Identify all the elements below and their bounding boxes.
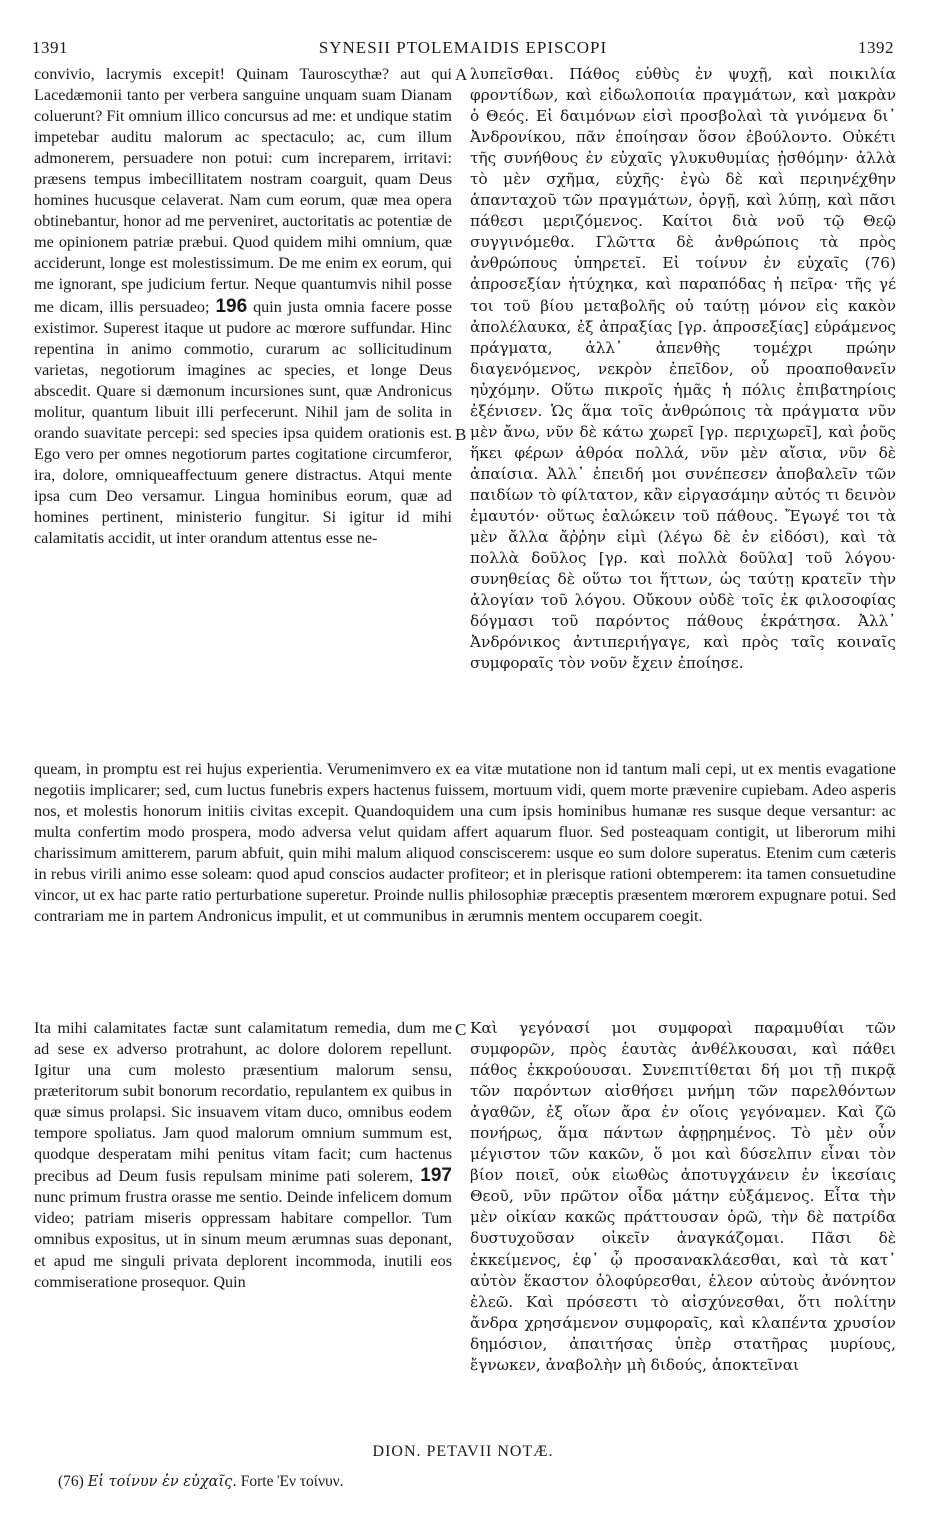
margin-letter-b: B	[455, 425, 467, 444]
latin-column-top	[34, 64, 452, 549]
footnote-ref: (76)	[58, 1473, 84, 1490]
footnote-comment: Forte Ἐν τοίνυν.	[240, 1473, 344, 1490]
latin-bottom-part1: Ita mihi calamitates factæ sunt calamitatum remedia, dum me ad sese ex adverso protrahunt, ac dolore dolorem repellunt. Igitur una cum molesto præsentium malorum sensu, præteritorum subit bonorum recordatio, repulantem ex quibus in quæ simus prolapsi. Sic insuavem vitam duco, omnibus eodem tempore spoliatus. Jam quod malorum omnium summum est, quodque desperatam mihi penitus vitam facit; cum hactenus precibus ad Deum fusis repulsam minime pati solerem,	[34, 1019, 452, 1186]
page-number-left: 1391	[32, 38, 68, 57]
page-number-right: 1392	[858, 38, 894, 57]
latin-column-bottom	[34, 1018, 452, 1293]
latin-full-width: queam, in promptu est rei hujus experientia. Verumenimvero ex ea vitæ mutatione non id tantum mali cepi, ut ex mentis evagatione negotiis implicarer; sed, cum luctus funebris expers hactenus fuissem, mortuum vidi, quem morte prævenire cupiebam. Adeo asperis nos, et molestis honorum initiis civitas excepit. Quandoquidem una cum ipsis hominibus humanæ res susque deque versantur: ac multa confertim modo prospera, modo adversa velut quidam affert aquarum fluor. Sed posteaquam contigit, ut liberorum mihi charissimum amitterem, parum abfuit, quin mihi malum aliquod consciscerem: usque eo sum dolore superatus. Etenim cum cæteris in rebus virili animo esse soleam: quod apud conscios audacter profiteor; et in plerisque rationi obtemperem: ita tamen consuetudine vincor, ut ex hac parte ratio perturbatione superetur. Proinde nullis philosophiæ præceptis præsentem mœrorem expugnare potui. Sed contrariam me in partem Andronicus impulit, et ut communibus in ærumnis mentem occuparem coegit.	[34, 760, 896, 926]
running-title: SYNESII PTOLEMAIDIS EPISCOPI	[318, 38, 608, 57]
column-number-196: 196	[215, 295, 248, 317]
running-header	[30, 38, 896, 60]
latin-top-part2: quin justa omnia facere posse existimor. Superest itaque ut pudore ac mœrore suffundar. Hinc repentina in animo commotio, curarum ac sollicitudinum varietas, negotiorum imagines ac species, et longe Deus abscedit. Quare si dæmonum incursiones sunt, quæ Andronicus molitur, quantum libuit illi perfecerunt. Nihil jam de solita in orando suavitate percepi: sed species ipsa quidem orationis est. Ego vero per omnes negotiorum partes cogitatione circumferor, ira, dolore, omniqueaffectuum genere distractus. Atqui mente ipsa cum Deo versamur. Lingua hominibus eorum, quæ ad homines pertinent, ministerio fungitur. Si igitur id mihi calamitatis accidit, ut inter orandum attentus esse ne-	[34, 297, 453, 548]
footnote-76	[58, 1473, 878, 1491]
column-number-197: 197	[420, 1165, 452, 1187]
latin-top-part1: convivio, lacrymis excepit! Quinam Tauroscythæ? aut qui Lacedæmonii tanto per verbera sanguine unquam suam Dianam coluerunt? Fit omnium illico concursus ad me: et undique statim impetebar auditu malorum ac spectaculo; ac, cum illum admonerem, persuadere non potui: cum increparem, irritavi: præsens tempus imbecillitatem nostram coarguit, quam Deus homines hucusque celaverat. Nam cum eorum, quæ mea opera obtinebantur, honor ad me perveniret, auctoritatis ac potentiæ de me opinionem patriæ præbui. Quod quidem mihi omnium, quæ acciderunt, longe est molestissimum. De me enim ex eorum, qui me ignorant, spe judicium fertur. Neque quantumvis nihil posse me dicam, illis persuadeo;	[34, 65, 452, 316]
latin-bottom-part2: nunc primum frustra orasse me sentio. Deinde infelicem domum video; patriam miseris oppressam habitare compellor. Tum omnibus expositus, ut in sinum meum ærumnas suas deponant, et apud me singuli privata deplorent incommoda, inutili eos commiseratione prosequor. Quin	[34, 1188, 452, 1291]
footnote-lemma: Εἰ τοίνυν ἐν εὐχαῖς.	[87, 1474, 237, 1490]
greek-column-top: λυπεῖσθαι. Πάθος εὐθὺς ἐν ψυχῇ, καὶ ποικιλία φροντίδων, καὶ εἰδωλοποιία πραγμάτων, καὶ μακρὰν ὁ Θεός. Εἰ δαιμόνων εἰσὶ προσβολαὶ τὰ γινόμενα δι᾽ Ἀνδρονίκου, πᾶν ἐποίησαν ὅσον ἐβούλοντο. Οὐκέτι τῆς συνήθους ἐν εὐχαῖς γλυκυθυμίας ᾐσθόμην· ἀλλὰ τὸ μὲν σχῆμα, εὐχῆς· ἐγὼ δὲ καὶ περιηνέχθην ἁπανταχοῦ τῶν πραγμάτων, ὀργῇ, καὶ λύπῃ, καὶ πᾶσι πάθεσι μεριζόμενος. Καίτοι διὰ νοῦ τῷ Θεῷ συγγινόμεθα. Γλῶττα δὲ ἀνθρώποις τὰ πρὸς ἀνθρώπους ὑπηρετεῖ. Εἰ τοίνυν ἐν εὐχαῖς (76) ἀπροσεξίαν ἠτύχηκα, καὶ παραπόδας ἡ πεῖρα· τῆς γέ τοι τοῦ βίου μεταβολῆς οὐ ταύτῃ μόνον εἰς κακὸν ἀπολέλαυκα, ἐξ ἀπραξίας [γρ. ἀπροσεξίας] εὑράμενος πράγματα, ἀλλ᾽ ἀπενθὴς τομέχρι πρώην διαγενόμενος, νεκρὸν ἐπεῖδον, οὗ προαποθανεῖν ηὐχόμην. Οὕτω πικροῖς ἡμᾶς ἡ πόλις ἐπιβατηρίοις ἐξένισεν. Ὡς ἅμα τοῖς ἀνθρώποις τὰ πράγματα νῦν μὲν ἄνω, νῦν δὲ κάτω χωρεῖ [γρ. περιχωρεῖ], καὶ ῥοῦς ἥκει φέρων ἀθρόα πολλά, νῦν μὲν αἴσια, νῦν δὲ ἀπαίσια. Ἀλλ᾽ ἐπειδή μοι συνέπεσεν ἀποβαλεῖν τῶν παιδίων τὸ φίλτατον, κἂν εἰργασάμην αὐτός τι δεινὸν ἐμαυτόν· οὕτως ἑαλώκειν τοῦ πάθους. Ἔγωγέ τοι τὰ μὲν ἄλλα ἄῤῥην εἰμὶ (λέγω δὲ ἐν εἰδόσι), καὶ τὰ πολλὰ δοῦλος [γρ. καὶ πολλὰ δοῦλα] τοῦ λόγου· συνηθείας δὲ οὕτω τοι ἥττων, ὡς ταύτῃ κρατεῖν τὴν ἀλογίαν τοῦ λόγου. Οὔκουν οὐδὲ τοῖς ἐκ φιλοσοφίας δόγμασι τοῦ παρόντος πάθους ἐκράτησα. Ἀλλ᾽ Ἀνδρόνικος ἀντιπεριήγαγε, καὶ πρὸς ταῖς κοιναῖς συμφοραῖς τὸν νοῦν ἔχειν ἐποίησε.	[470, 65, 896, 673]
greek-column-bottom: Καὶ γεγόνασί μοι συμφοραὶ παραμυθίαι τῶν συμφορῶν, πρὸς ἑαυτὰς ἀνθέλκουσαι, καὶ πάθει πάθος ἐκκρούουσαι. Συνεπιτίθεται δή μοι τῇ πικρᾷ τῶν παρόντων αἰσθήσει μνήμη τῶν παρελθόντων ἀγαθῶν, ἐξ οἵων ἄρα ἐν οἵοις γεγόναμεν. Καὶ ζῶ πονήρως, ἅμα πάντων ἀφῃρημένος. Τὸ μὲν οὖν μέγιστον τῶν κακῶν, ὅ μοι καὶ δύσελπιν εἶναι τὸν βίον ποιεῖ, οὐκ εἰωθὼς ἀποτυγχάνειν ἐν ἱκεσίαις Θεοῦ, νῦν πρῶτον οἶδα μάτην εὐξάμενος. Εἶτα τὴν μὲν οἰκίαν κακῶς πράττουσαν ὁρῶ, τὴν δὲ πατρίδα δυστυχοῦσαν οἰκεῖν ἀναγκάζομαι. Πᾶσι δὲ ἐκκείμενος, ἐφ᾽ ᾧ προσανακλάεσθαι, καὶ τὰ κατ᾽ αὐτὸν ἕκαστον ὀλοφύρεσθαι, ἐλεον αὐτοὺς ἀνόνητον ἐλεῶ. Καὶ πρόσεστι τὸ αἰσχύνεσθαι, ὅτι πολίτην ἄνδρα χρησάμενον συμφοραῖς, καὶ κλαπέντα χρυσίον δημόσιον, ἀπαιτήσας ὑπὲρ στατῆρας μυρίους, ἔγνωκεν, ἀναβολὴν μὴ διδούς, ἀποκτεῖναι	[470, 1019, 896, 1374]
margin-letter-c: C	[455, 1020, 467, 1039]
notes-title: DION. PETAVII NOTÆ.	[372, 1443, 554, 1460]
margin-letter-a: A	[455, 65, 468, 84]
